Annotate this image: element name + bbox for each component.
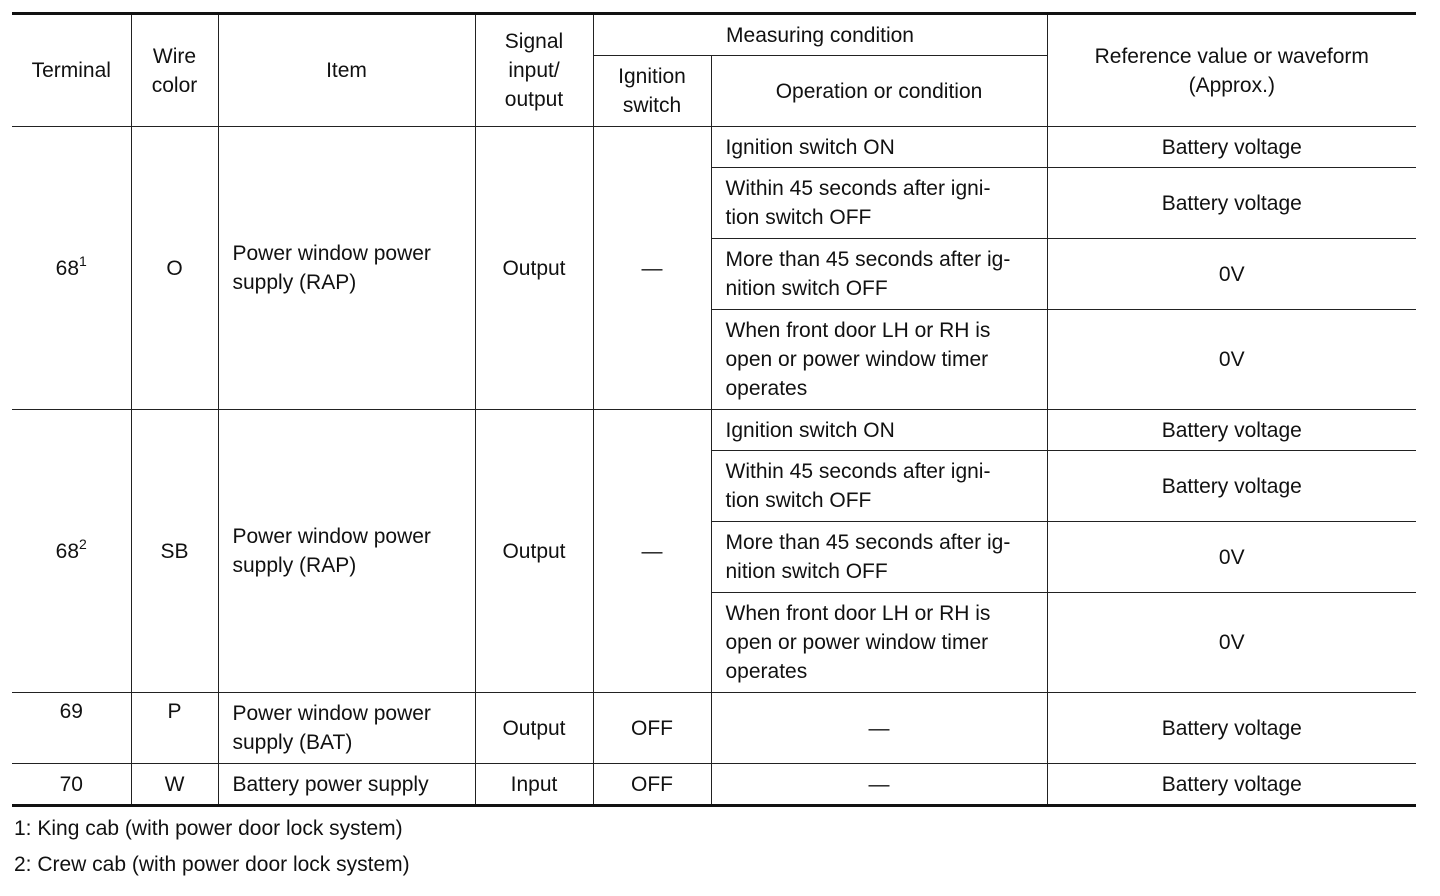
ignition-cell: — (593, 410, 711, 693)
footnote-1: 1: King cab (with power door lock system) (14, 817, 403, 840)
operation-line-1: Within 45 seconds after igni- (725, 177, 991, 200)
header-measuring-label: Measuring condition (726, 23, 914, 47)
item-cell (218, 127, 475, 410)
table-row (12, 764, 1416, 806)
ignition-cell: — (593, 127, 711, 410)
footnotes (12, 811, 1416, 883)
operation-cell: — (711, 693, 1047, 764)
terminal-cell (12, 127, 131, 410)
operation-line-2: open or power window timer (725, 348, 989, 371)
reference-cell: Battery voltage (1047, 168, 1416, 239)
header-reference-line-1: Reference value or waveform (1094, 44, 1369, 68)
item-line-2: supply (BAT) (232, 731, 353, 754)
operation-line-2: tion switch OFF (725, 206, 872, 229)
operation-line-2: nition switch OFF (725, 560, 888, 583)
signal-cell: Output (475, 693, 593, 764)
signal-cell: Output (475, 127, 593, 410)
header-wire-color-line-2: color (151, 73, 198, 97)
reference-cell: 0V (1047, 239, 1416, 310)
operation-line-1: When front door LH or RH is (725, 319, 991, 342)
header-measuring-condition (593, 14, 1047, 56)
operation-cell (711, 168, 1047, 239)
item-cell (218, 410, 475, 693)
item-cell (218, 693, 475, 764)
header-signal (475, 14, 593, 127)
table-row (12, 693, 1416, 764)
signal-cell: Input (475, 764, 593, 806)
reference-cell: 0V (1047, 310, 1416, 410)
operation-line-3: operates (725, 660, 808, 683)
footnote-ref: 1 (79, 252, 87, 269)
wire-color-cell: O (131, 127, 218, 410)
terminal-number: 68 (55, 539, 80, 563)
item-cell: Battery power supply (218, 764, 475, 806)
signal-cell: Output (475, 410, 593, 693)
operation-cell (711, 239, 1047, 310)
ignition-cell: OFF (593, 764, 711, 806)
header-ignition-line-1: Ignition (618, 65, 686, 88)
header-item (218, 14, 475, 127)
header-signal-line-2: input/ (508, 59, 560, 82)
operation-line-1: Within 45 seconds after igni- (725, 460, 991, 483)
item-line-1: Power window power (232, 525, 431, 548)
operation-line-1: More than 45 seconds after ig- (725, 248, 1011, 271)
header-signal-line-1: Signal (504, 30, 564, 53)
item-line-1: Power window power (232, 702, 431, 725)
operation-cell: Ignition switch ON (711, 410, 1047, 451)
operation-line-2: open or power window timer (725, 631, 989, 654)
header-operation (711, 56, 1047, 127)
terminal-cell: 70 (12, 764, 131, 806)
header-operation-label: Operation or condition (775, 79, 983, 103)
reference-cell: Battery voltage (1047, 764, 1416, 806)
operation-cell (711, 593, 1047, 693)
header-wire-color-line-1: Wire (152, 44, 197, 68)
header-reference (1047, 14, 1416, 127)
operation-cell (711, 522, 1047, 593)
wire-color-cell: P (131, 693, 218, 764)
terminal-number: 68 (55, 256, 80, 280)
ignition-cell: OFF (593, 693, 711, 764)
operation-cell (711, 451, 1047, 522)
operation-cell: — (711, 764, 1047, 806)
table-row (12, 127, 1416, 168)
reference-cell: 0V (1047, 593, 1416, 693)
reference-cell: Battery voltage (1047, 451, 1416, 522)
header-terminal (12, 14, 131, 127)
reference-cell: 0V (1047, 522, 1416, 593)
item-line-2: supply (RAP) (232, 271, 357, 294)
item-line-1: Power window power (232, 242, 431, 265)
item-line-2: supply (RAP) (232, 554, 357, 577)
wire-color-cell: SB (131, 410, 218, 693)
operation-line-1: When front door LH or RH is (725, 602, 991, 625)
header-ignition-switch (593, 56, 711, 127)
header-signal-line-3: output (504, 88, 564, 111)
footnote-2: 2: Crew cab (with power door lock system) (14, 853, 410, 876)
operation-line-1: More than 45 seconds after ig- (725, 531, 1011, 554)
operation-cell: Ignition switch ON (711, 127, 1047, 168)
document-sheet (12, 12, 1416, 883)
reference-cell: Battery voltage (1047, 693, 1416, 764)
terminal-cell (12, 410, 131, 693)
operation-line-2: nition switch OFF (725, 277, 888, 300)
header-row-1 (12, 14, 1416, 56)
operation-line-2: tion switch OFF (725, 489, 872, 512)
operation-line-3: operates (725, 377, 808, 400)
terminal-cell: 69 (12, 693, 131, 764)
footnote-ref: 2 (79, 535, 87, 552)
header-item-label: Item (326, 59, 367, 82)
reference-cell: Battery voltage (1047, 127, 1416, 168)
table-row (12, 410, 1416, 451)
header-terminal-label: Terminal (31, 59, 111, 82)
header-wire-color (131, 14, 218, 127)
terminal-spec-table (12, 12, 1416, 807)
operation-cell (711, 310, 1047, 410)
header-ignition-line-2: switch (622, 94, 682, 117)
wire-color-cell: W (131, 764, 218, 806)
header-reference-line-2: (Approx.) (1188, 73, 1275, 97)
reference-cell: Battery voltage (1047, 410, 1416, 451)
